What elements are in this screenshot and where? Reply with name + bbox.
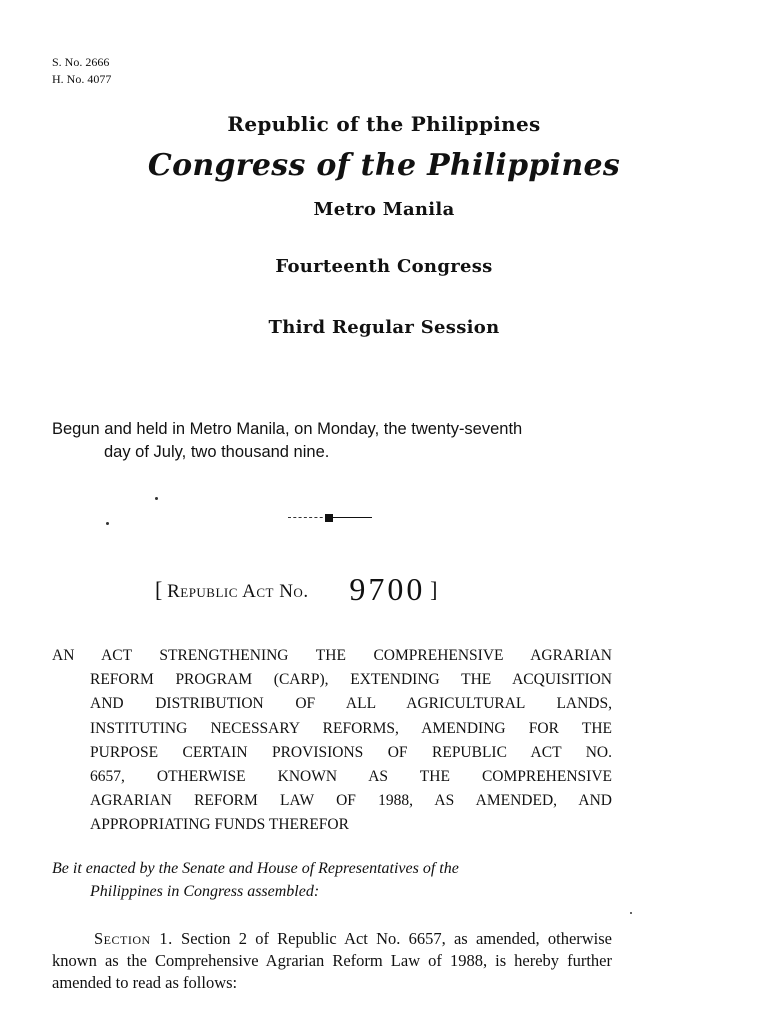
act-title-line: PURPOSE CERTAIN PROVISIONS OF REPUBLIC ACT NO.: [90, 743, 612, 761]
act-title-line: AGRARIAN REFORM LAW OF 1988, AS AMENDED, AND: [90, 792, 612, 810]
enacting-clause: [52, 857, 612, 903]
republic-act-heading: [155, 568, 437, 605]
enacting-line-2: Philippines in Congress assembled:: [90, 883, 320, 900]
divider-square: [325, 514, 333, 522]
act-title-line: 6657, OTHERWISE KNOWN AS THE COMPREHENSIVE: [90, 768, 612, 786]
session-heading: Third Regular Session: [268, 317, 500, 338]
act-title-line: AND DISTRIBUTION OF ALL AGRICULTURAL LANDS,: [90, 695, 612, 713]
begun-line-2: day of July, two thousand nine.: [104, 443, 330, 461]
act-title-line: INSTITUTING NECESSARY REFORMS, AMENDING FOR THE: [90, 719, 612, 737]
house-bill-number: H. No. 4077: [52, 72, 112, 86]
section-1-paragraph: [52, 928, 612, 994]
act-title-line: AN ACT STRENGTHENING THE COMPREHENSIVE AGRARIAN: [52, 647, 612, 664]
close-bracket: ]: [430, 577, 438, 602]
congress-number-heading: Fourteenth Congress: [275, 256, 493, 277]
republic-heading: Republic of the Philippines: [227, 112, 541, 136]
act-title: [52, 644, 612, 838]
enacting-line-1: Be it enacted by the Senate and House of Representatives of the: [52, 860, 459, 877]
speck: [155, 497, 158, 500]
ornamental-divider: [288, 513, 372, 523]
section-1-label: Section 1.: [94, 929, 173, 948]
begun-statement: [52, 418, 632, 464]
location-heading: Metro Manila: [313, 199, 455, 220]
republic-act-label: Republic Act No.: [167, 581, 309, 602]
senate-bill-number: S. No. 2666: [52, 55, 110, 69]
congress-heading: Congress of the Philippines: [147, 148, 621, 183]
section-1-text: Section 2 of Republic Act No. 6657, as amended, otherwise known as the Comprehensive Agrarian Reform Law of 1988, is hereby further amended to read as follows:: [52, 929, 613, 992]
begun-line-1: Begun and held in Metro Manila, on Monday, the twenty-seventh: [52, 420, 523, 438]
bill-numbers: [52, 54, 111, 88]
speck: [106, 522, 109, 525]
act-title-line: APPROPRIATING FUNDS THEREFOR: [90, 816, 349, 834]
act-title-line: REFORM PROGRAM (CARP), EXTENDING THE ACQUISITION: [90, 671, 612, 689]
speck: [630, 912, 632, 914]
divider-line-right: [333, 517, 372, 518]
open-bracket: [: [155, 577, 163, 602]
divider-line-left: [288, 517, 328, 518]
republic-act-number: 9700: [349, 571, 426, 607]
